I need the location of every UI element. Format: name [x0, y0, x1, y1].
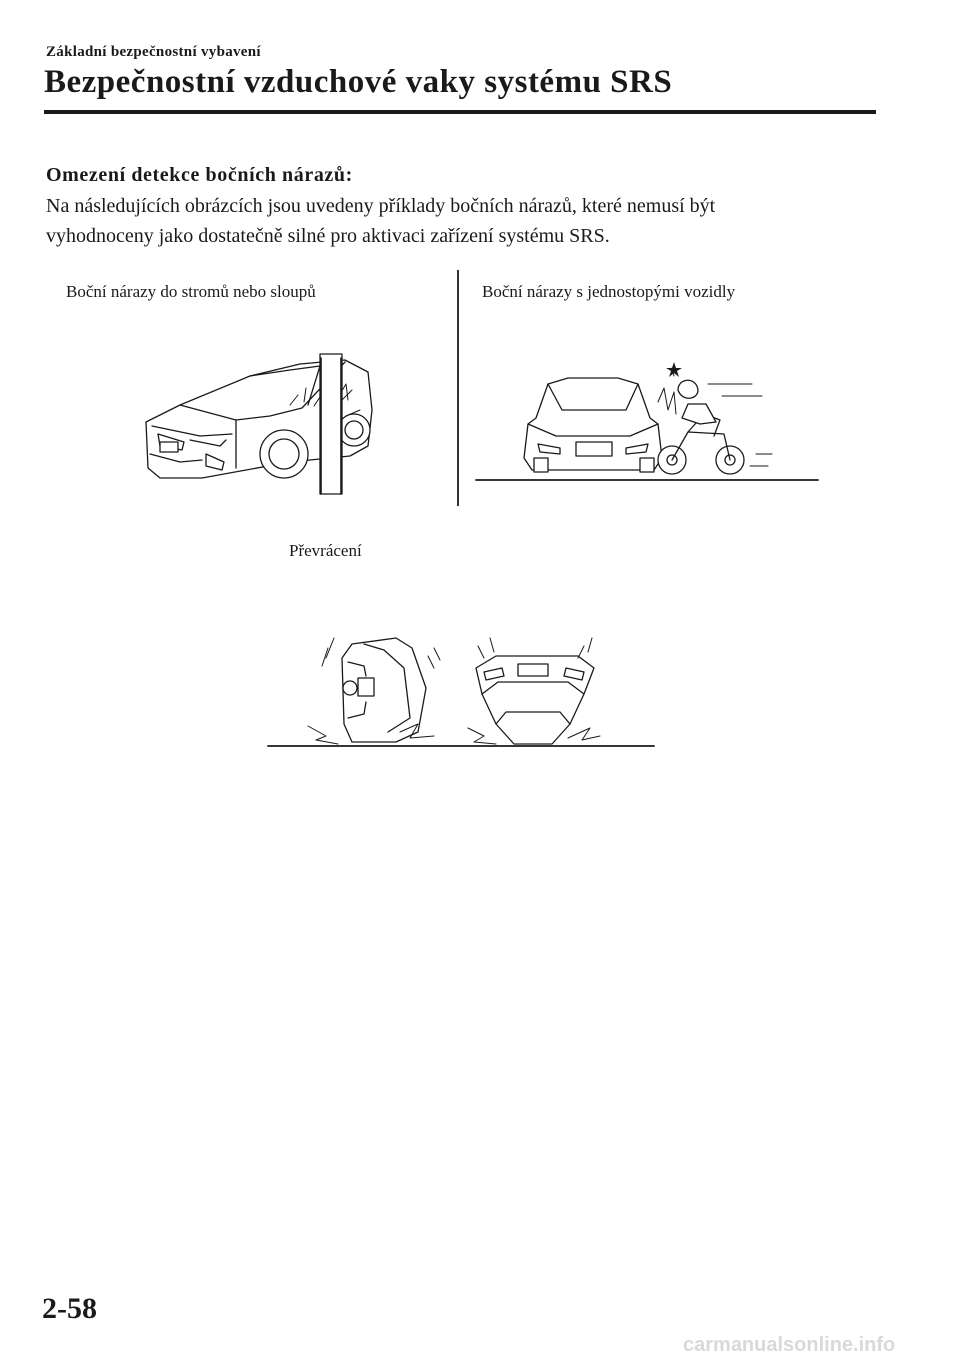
- title-rule: [44, 110, 876, 114]
- motorcycle-impact-illustration: [476, 362, 818, 482]
- section-header: Základní bezpečnostní vybavení: [46, 44, 261, 60]
- body-paragraph: Na následujících obrázcích jsou uvedeny příklady bočních nárazů, které nemusí být vyhodnoceny jako dostatečně silné pro aktivaci zařízení systému SRS.: [46, 195, 716, 247]
- caption-motorcycle-impact: Boční nárazy s jednostopými vozidly: [482, 282, 736, 301]
- subheading: Omezení detekce bočních nárazů:: [46, 164, 353, 186]
- pole-impact-illustration: [140, 350, 385, 495]
- caption-pole-impact: Boční nárazy do stromů nebo sloupů: [66, 282, 316, 301]
- page-title: Bezpečnostní vzduchové vaky systému SRS: [44, 64, 673, 100]
- watermark: carmanualsonline.info: [683, 1334, 896, 1356]
- figure-divider: [457, 270, 459, 506]
- page-number: 2-58: [42, 1292, 97, 1325]
- caption-rollover: Převrácení: [289, 541, 362, 560]
- rollover-illustration: [268, 628, 654, 750]
